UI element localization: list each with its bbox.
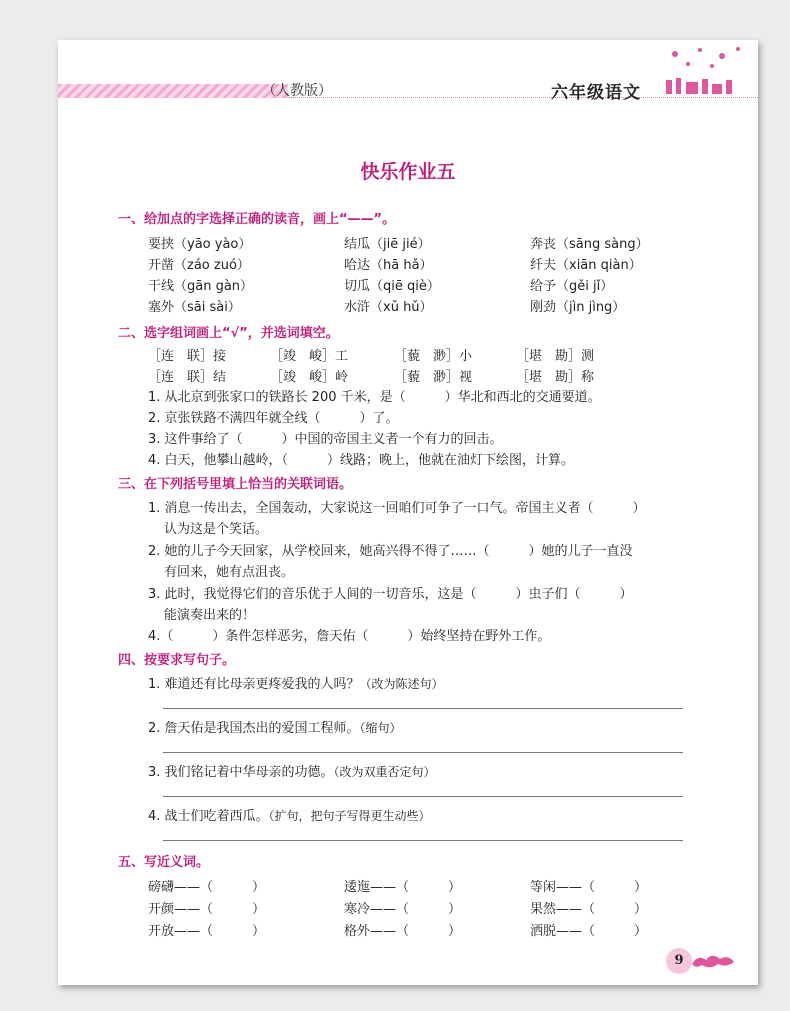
sentence-task bbox=[148, 717, 402, 736]
worksheet-page bbox=[58, 40, 758, 985]
sentence-note: （缩句） bbox=[359, 721, 402, 735]
fill-blank-item: 4. 白天，他攀山越岭，（ ）线路；晚上，他就在油灯下绘图，计算。 bbox=[148, 453, 575, 468]
pinyin-item: 奔丧（sāng sàng） bbox=[530, 237, 649, 252]
section-1-heading: 一、给加点的字选择正确的读音，画上“——”。 bbox=[118, 212, 396, 227]
sentence-task bbox=[148, 805, 431, 824]
cloud-decoration-icon bbox=[690, 952, 736, 970]
pinyin-item: 刚劲（jìn jìng） bbox=[530, 300, 626, 315]
synonym-item: 寒冷——（ ） bbox=[344, 902, 462, 917]
pinyin-item: 结瓜（jiē jié） bbox=[344, 237, 431, 252]
sentence-text: 2. 詹天佑是我国杰出的爱国工程师。 bbox=[148, 721, 360, 736]
word-choice: ［竣 峻］工 bbox=[270, 349, 349, 364]
conjunction-item: 2. 她的儿子今天回家，从学校回来，她高兴得不得了……（ ）她的儿子一直没 bbox=[148, 544, 633, 559]
sentence-text: 3. 我们铭记着中华母亲的功德。 bbox=[148, 765, 334, 780]
conjunction-item: 3. 此时，我觉得它们的音乐优于人间的一切音乐，这是（ ）虫子们（ ） bbox=[148, 587, 633, 602]
pinyin-item: 给予（gěi jǐ） bbox=[530, 279, 614, 294]
word-choice: ［堪 勘］称 bbox=[516, 370, 595, 385]
conjunction-item: 1. 消息一传出去，全国轰动，大家说这一回咱们可争了一口气。帝国主义者（ ） bbox=[148, 501, 646, 516]
sentence-note: （扩句，把句子写得更生动些） bbox=[268, 809, 431, 823]
synonym-item: 磅礴——（ ） bbox=[148, 880, 266, 895]
sentence-task bbox=[148, 673, 444, 692]
sentence-note: （改为双重否定句） bbox=[333, 765, 436, 779]
word-choice: ［藐 渺］小 bbox=[394, 349, 473, 364]
answer-line[interactable] bbox=[163, 708, 683, 709]
conjunction-item-cont: 能演奏出来的！ bbox=[164, 608, 256, 623]
answer-line[interactable] bbox=[163, 840, 683, 841]
header-decoration-icon bbox=[660, 44, 750, 100]
word-choice: ［堪 勘］测 bbox=[516, 349, 595, 364]
pinyin-item: 开凿（záo zuó） bbox=[148, 258, 250, 273]
pinyin-item: 纤夫（xiān qiàn） bbox=[530, 258, 642, 273]
answer-line[interactable] bbox=[163, 752, 683, 753]
word-choice: ［藐 渺］视 bbox=[394, 370, 473, 385]
sentence-note: （改为陈述句） bbox=[359, 677, 444, 691]
synonym-item: 开放——（ ） bbox=[148, 924, 266, 939]
synonym-item: 开颜——（ ） bbox=[148, 902, 266, 917]
sentence-text: 1. 难道还有比母亲更疼爱我的人吗？ bbox=[148, 677, 360, 692]
conjunction-item-cont: 认为这是个笑话。 bbox=[164, 522, 269, 537]
sentence-text: 4. 战士们吃着西瓜。 bbox=[148, 809, 269, 824]
word-choice: ［竣 峻］岭 bbox=[270, 370, 349, 385]
pinyin-item: 干线（gān gàn） bbox=[148, 279, 254, 294]
word-choice: ［连 联］接 bbox=[148, 349, 227, 364]
pinyin-item: 要挟（yāo yào） bbox=[148, 237, 252, 252]
sentence-task bbox=[148, 761, 436, 780]
word-choice: ［连 联］结 bbox=[148, 370, 227, 385]
pinyin-item: 哈达（hā hǎ） bbox=[344, 258, 433, 273]
synonym-item: 洒脱——（ ） bbox=[530, 924, 648, 939]
conjunction-item-cont: 有回来，她有点沮丧。 bbox=[164, 565, 295, 580]
section-4-heading: 四、按要求写句子。 bbox=[118, 653, 236, 668]
answer-line[interactable] bbox=[163, 796, 683, 797]
fill-blank-item: 2. 京张铁路不满四年就全线（ ）了。 bbox=[148, 411, 399, 426]
edition-label: （人教版） bbox=[262, 83, 332, 99]
pinyin-item: 塞外（sāi sài） bbox=[148, 300, 241, 315]
section-3-heading: 三、在下列括号里填上恰当的关联词语。 bbox=[118, 477, 353, 492]
fill-blank-item: 1. 从北京到张家口的铁路长 200 千米，是（ ）华北和西北的交通要道。 bbox=[148, 390, 601, 405]
synonym-item: 等闲——（ ） bbox=[530, 880, 648, 895]
page-title: 快乐作业五 bbox=[360, 161, 456, 183]
header-stripe bbox=[58, 84, 288, 98]
section-5-heading: 五、写近义词。 bbox=[118, 855, 210, 870]
pinyin-item: 切瓜（qiē qiè） bbox=[344, 279, 440, 294]
grade-subject-label: 六年级语文 bbox=[551, 83, 641, 103]
fill-blank-item: 3. 这件事给了（ ）中国的帝国主义者一个有力的回击。 bbox=[148, 432, 503, 447]
page-number: 9 bbox=[666, 948, 692, 974]
section-2-heading: 二、选字组词画上“√”，并选词填空。 bbox=[118, 326, 339, 341]
pinyin-item: 水浒（xǔ hǔ） bbox=[344, 300, 433, 315]
synonym-item: 果然——（ ） bbox=[530, 902, 648, 917]
synonym-item: 逶迤——（ ） bbox=[344, 880, 462, 895]
synonym-item: 格外——（ ） bbox=[344, 924, 462, 939]
conjunction-item: 4.（ ）条件怎样恶劣，詹天佑（ ）始终坚持在野外工作。 bbox=[148, 629, 551, 644]
